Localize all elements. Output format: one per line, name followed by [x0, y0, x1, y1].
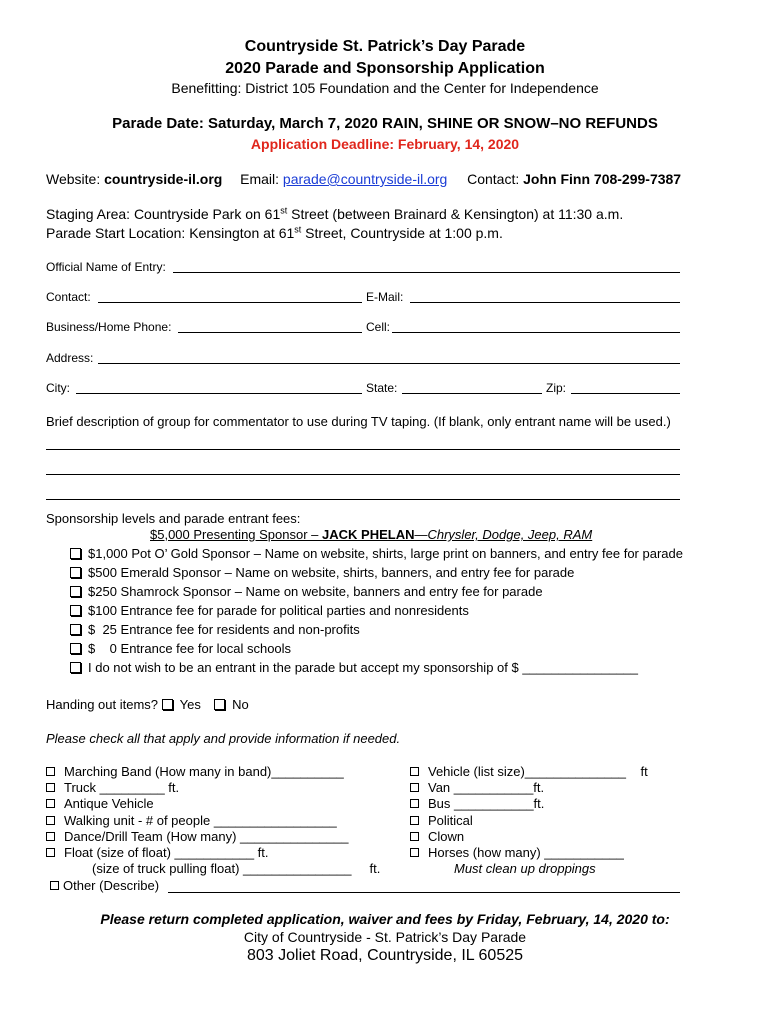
entry-type-option[interactable]: [410, 813, 473, 828]
checkbox-icon[interactable]: [70, 567, 81, 578]
start-text-a: Parade Start Location: Kensington at 61: [46, 225, 295, 241]
entry-type-label: Marching Band (How many in band)__________: [64, 764, 344, 779]
sponsor-option[interactable]: [70, 603, 469, 618]
checkbox-icon[interactable]: [70, 548, 81, 559]
parade-start-location: [46, 225, 503, 241]
checkbox-icon[interactable]: [70, 586, 81, 597]
checkbox-icon[interactable]: [46, 783, 55, 792]
checkbox-icon[interactable]: [410, 832, 419, 841]
address-field-label: Address:: [46, 351, 94, 365]
sponsor-option-label: $250 Shamrock Sponsor – Name on website, banners and entry fee for parade: [88, 584, 543, 599]
description-prompt: Brief description of group for commentator to use during TV taping. (If blank, only entrant name will be used.): [46, 414, 671, 429]
start-text-b: Street, Countryside at 1:00 p.m.: [301, 225, 503, 241]
checkbox-icon[interactable]: [214, 699, 225, 710]
sponsor-option[interactable]: [70, 622, 360, 637]
sponsor-option-label: I do not wish to be an entrant in the parade but accept my sponsorship of $ ________________: [88, 660, 639, 675]
sponsor-option-label: $ 25 Entrance fee for residents and non-profits: [88, 622, 360, 637]
entry-type-option[interactable]: [410, 764, 648, 779]
return-organization: City of Countryside - St. Patrick’s Day Parade: [243, 929, 527, 945]
entry-type-label: Antique Vehicle: [64, 796, 154, 811]
staging-text-a: Staging Area: Countryside Park on 61: [46, 206, 281, 222]
website-value[interactable]: countryside-il.org: [104, 171, 223, 187]
presenting-sponsor: [150, 527, 592, 542]
contact-field-label: Contact:: [46, 290, 91, 304]
truck-size-note: (size of truck pulling float) _______________ ft.: [92, 861, 381, 876]
other-label: Other (Describe): [63, 878, 160, 893]
checkbox-icon[interactable]: [70, 605, 81, 616]
application-deadline: Application Deadline: February, 14, 2020: [250, 136, 520, 152]
phone-field-label: Business/Home Phone:: [46, 320, 172, 334]
official-name-label: Official Name of Entry:: [46, 260, 166, 274]
checkbox-icon[interactable]: [410, 799, 419, 808]
description-line-2[interactable]: [46, 474, 680, 475]
checkbox-icon[interactable]: [70, 624, 81, 635]
checkbox-icon[interactable]: [70, 643, 81, 654]
return-note: Please return completed application, waiver and fees by Friday, February, 14, 2020 to:: [100, 911, 670, 927]
email-link[interactable]: parade@countryside-il.org: [282, 171, 448, 187]
entry-type-option[interactable]: [410, 780, 544, 795]
city-line[interactable]: [76, 393, 362, 394]
entry-type-option[interactable]: [46, 813, 337, 828]
check-all-instruction: Please check all that apply and provide information if needed.: [46, 731, 401, 746]
sponsor-option-label: $500 Emerald Sponsor – Name on website, shirts, banners, and entry fee for parade: [88, 565, 575, 580]
checkbox-icon[interactable]: [46, 832, 55, 841]
cell-line[interactable]: [392, 332, 680, 333]
checkbox-icon[interactable]: [46, 799, 55, 808]
entry-type-option[interactable]: [410, 845, 624, 860]
start-sup: st: [294, 224, 302, 235]
other-describe-line[interactable]: [168, 892, 680, 893]
contact-value: John Finn 708-299-7387: [523, 171, 682, 187]
entry-type-label: Walking unit - # of people _________________: [64, 813, 337, 828]
sponsor-option[interactable]: [70, 584, 543, 599]
entry-type-option[interactable]: [410, 829, 464, 844]
handing-label: Handing out items?: [46, 697, 162, 712]
phone-line[interactable]: [178, 332, 362, 333]
sponsor-option[interactable]: [70, 641, 291, 656]
state-line[interactable]: [402, 393, 542, 394]
staging-sup: st: [280, 205, 288, 216]
official-name-line[interactable]: [173, 272, 680, 273]
zip-line[interactable]: [571, 393, 680, 394]
entry-type-option[interactable]: [410, 796, 544, 811]
sponsor-option-label: $1,000 Pot O’ Gold Sponsor – Name on website, shirts, large print on banners, and entry fee for parade: [88, 546, 683, 561]
entry-type-label: Horses (how many) ___________: [428, 845, 624, 860]
checkbox-icon[interactable]: [50, 881, 59, 890]
checkbox-icon[interactable]: [46, 767, 55, 776]
entry-type-label: Political: [428, 813, 473, 828]
entry-type-other[interactable]: [50, 878, 159, 893]
handing-out-items: [46, 697, 249, 712]
contact-line[interactable]: [98, 302, 362, 303]
entry-type-label: Clown: [428, 829, 465, 844]
checkbox-icon[interactable]: [410, 783, 419, 792]
website-label: Website:: [46, 171, 105, 187]
entry-type-label: Vehicle (list size)______________ ft: [428, 764, 648, 779]
presenting-sponsor-name: JACK PHELAN: [322, 527, 415, 542]
entry-type-option[interactable]: [46, 780, 179, 795]
staging-text-b: Street (between Brainard & Kensington) at 11:30 a.m.: [287, 206, 624, 222]
entry-type-label: Dance/Drill Team (How many) _______________: [64, 829, 349, 844]
contact-label: Contact:: [467, 171, 524, 187]
zip-field-label: Zip:: [546, 381, 567, 395]
email-field-label: E-Mail:: [366, 290, 404, 304]
entry-type-label: Bus ___________ft.: [428, 796, 545, 811]
handing-yes-label: Yes: [179, 697, 201, 712]
description-line-1[interactable]: [46, 449, 680, 450]
title-line-1: Countryside St. Patrick’s Day Parade: [244, 38, 526, 55]
address-line[interactable]: [98, 363, 680, 364]
entry-type-option[interactable]: [46, 829, 348, 844]
handing-no-label: No: [232, 697, 249, 712]
checkbox-icon[interactable]: [70, 662, 81, 673]
sponsor-option[interactable]: [70, 660, 638, 675]
presenting-text-a: $5,000 Presenting Sponsor –: [150, 527, 323, 542]
horses-note: Must clean up droppings: [454, 861, 596, 876]
state-field-label: State:: [366, 381, 398, 395]
return-address: 803 Joliet Road, Countryside, IL 60525: [246, 947, 524, 964]
entry-type-label: Van ___________ft.: [428, 780, 545, 795]
description-line-3[interactable]: [46, 499, 680, 500]
email-label: Email:: [240, 171, 283, 187]
sponsorship-heading: Sponsorship levels and parade entrant fees:: [46, 511, 301, 526]
cell-field-label: Cell:: [366, 320, 391, 334]
benefitting-text: Benefitting: District 105 Foundation and the Center for Independence: [171, 80, 599, 96]
email-line[interactable]: [410, 302, 680, 303]
sponsor-option[interactable]: [70, 565, 574, 580]
city-field-label: City:: [46, 381, 70, 395]
entry-type-label: Float (size of float) ___________ ft.: [64, 845, 269, 860]
checkbox-icon[interactable]: [410, 767, 419, 776]
staging-area: [46, 206, 623, 222]
entry-type-option[interactable]: [46, 796, 154, 811]
checkbox-icon[interactable]: [46, 848, 55, 857]
checkbox-icon[interactable]: [162, 699, 173, 710]
checkbox-icon[interactable]: [410, 816, 419, 825]
entry-type-option[interactable]: [46, 764, 344, 779]
parade-date: Parade Date: Saturday, March 7, 2020 RAIN, SHINE OR SNOW–NO REFUNDS: [112, 115, 658, 132]
contact-info-row: [46, 171, 681, 187]
checkbox-icon[interactable]: [46, 816, 55, 825]
presenting-brands: —Chrysler, Dodge, Jeep, RAM: [414, 527, 593, 542]
sponsor-option[interactable]: [70, 546, 683, 561]
title-line-2: 2020 Parade and Sponsorship Application: [225, 60, 545, 77]
checkbox-icon[interactable]: [410, 848, 419, 857]
entry-type-option[interactable]: [46, 845, 269, 860]
sponsor-option-label: $ 0 Entrance fee for local schools: [88, 641, 292, 656]
sponsor-option-label: $100 Entrance fee for parade for political parties and nonresidents: [88, 603, 469, 618]
entry-type-label: Truck _________ ft.: [64, 780, 180, 795]
